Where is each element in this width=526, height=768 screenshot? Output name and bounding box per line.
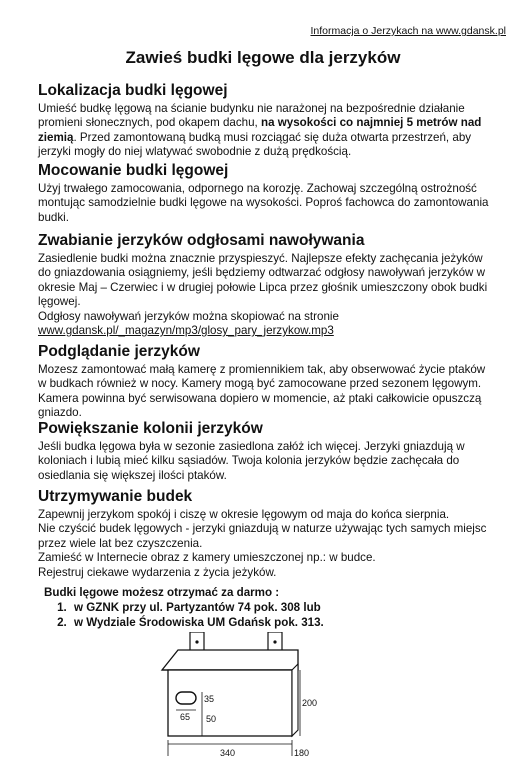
dim-label-hole-width: 65	[180, 712, 191, 722]
section-text: Zamieść w Internecie obraz z kamery umieszczonej np.: w budce.	[38, 551, 376, 565]
screw-hole	[195, 640, 198, 643]
section-kolonie	[38, 420, 496, 483]
section-text: Nie czyścić budek lęgowych - jerzyki gniazdują w naturze używając tych samych miejsc przez wiele lat bez czyszczenia.	[38, 522, 487, 550]
section-podgladanie	[38, 343, 496, 421]
dim-label-hole-bottom: 50	[206, 714, 217, 724]
source-link[interactable]: Informacja o Jerzykach na www.gdansk.pl	[310, 25, 506, 37]
offer-item: 2. w Wydziale Środowiska UM Gdańsk pok. 313.	[70, 615, 484, 630]
offer-list	[44, 600, 484, 630]
section-text: Użyj trwałego zamocowania, odpornego na korozję. Zachowaj szczególną ostrożność montując samodzielnie budki lęgowe na wysokości. Poproś fachowca do zamontowania budki.	[38, 182, 489, 224]
section-heading: Podglądanie jerzyków	[38, 343, 200, 360]
section-text: Odgłosy nawoływań jerzyków można skopiować na stronie	[38, 309, 339, 323]
text-part: Umieść budkę lęgową na ścianie budynku nie narażonej na bezpośrednie działanie promieni słonecznych, pod okapem dachu,	[38, 102, 465, 130]
section-text	[38, 102, 496, 160]
birdhouse-diagram	[140, 632, 340, 760]
section-lokalizacja	[38, 82, 496, 160]
section-text: Rejestruj ciekawe wydarzenia z życia jeżyków.	[38, 565, 277, 579]
dim-label-depth: 180	[294, 748, 310, 758]
dim-label-width: 340	[220, 748, 236, 758]
section-text: Mozesz zamontować małą kamerę z promiennikiem tak, aby obserwować życie ptaków w budkach również w nocy. Kamery mogą być zamocowane przed sezonem lęgowym. Kamera powinna być serwisowana dopiero w momencie, aż ptaki całkowicie opuszczą gniazdo.	[38, 363, 486, 420]
section-text: Zasiedlenie budki można znacznie przyspieszyć. Najlepsze efekty zachęcania jeżyków do gniazdowania osiągniemy, jeśli będziemy odtwarzać odgłosy nawoływań jerzyków w okresie Maj – Czerwiec i w drugiej połowie Lipca przez głośnik umieszczony obok budki lęgowej.	[38, 252, 488, 309]
section-utrzymywanie	[38, 488, 496, 580]
section-text: Jeśli budka lęgowa była w sezonie zasiedlona załóż ich więcej. Jerzyki gniazdują w koloniach i lubią mieć kilku sąsiadów. Twoja kolonia jerzyków będzie zachęcała do osiedlania się większej ilości ptaków.	[38, 440, 465, 482]
offer-intro: Budki lęgowe możesz otrzymać za darmo :	[44, 586, 280, 599]
section-text: Zapewnij jerzykom spokój i ciszę w okresie lęgowym od maja do końca sierpnia.	[38, 508, 450, 521]
section-zwabianie	[38, 232, 496, 338]
offer-block	[44, 585, 484, 630]
dim-label-height: 200	[302, 698, 318, 708]
page-title: Zawieś budki lęgowe dla jerzyków	[125, 48, 401, 67]
section-heading: Lokalizacja budki lęgowej	[38, 82, 228, 99]
roof	[162, 650, 298, 670]
section-heading: Zwabianie jerzyków odgłosami nawoływania	[38, 232, 365, 249]
dim-label-hole-height: 35	[204, 694, 215, 704]
text-bold: na wysokości co najmniej 5 metrów nad ziemią	[38, 116, 482, 144]
text-part: . Przed zamontowaną budką musi rozciągać się duża otwarta przestrzeń, aby jerzyki mogły do niej wlatywać swobodnie z dużą prędkością.	[38, 130, 472, 159]
section-heading: Utrzymywanie budek	[38, 488, 193, 505]
screw-hole	[273, 640, 276, 643]
offer-item: 1. w GZNK przy ul. Partyzantów 74 pok. 308 lub	[70, 600, 484, 615]
section-heading: Mocowanie budki lęgowej	[38, 162, 229, 179]
section-heading: Powiększanie kolonii jerzyków	[38, 420, 263, 437]
section-mocowanie	[38, 162, 496, 225]
entrance-hole	[176, 692, 196, 704]
mp3-link[interactable]: www.gdansk.pl/_magazyn/mp3/glosy_pary_jerzykow.mp3	[38, 324, 334, 338]
side-wall	[292, 664, 298, 736]
